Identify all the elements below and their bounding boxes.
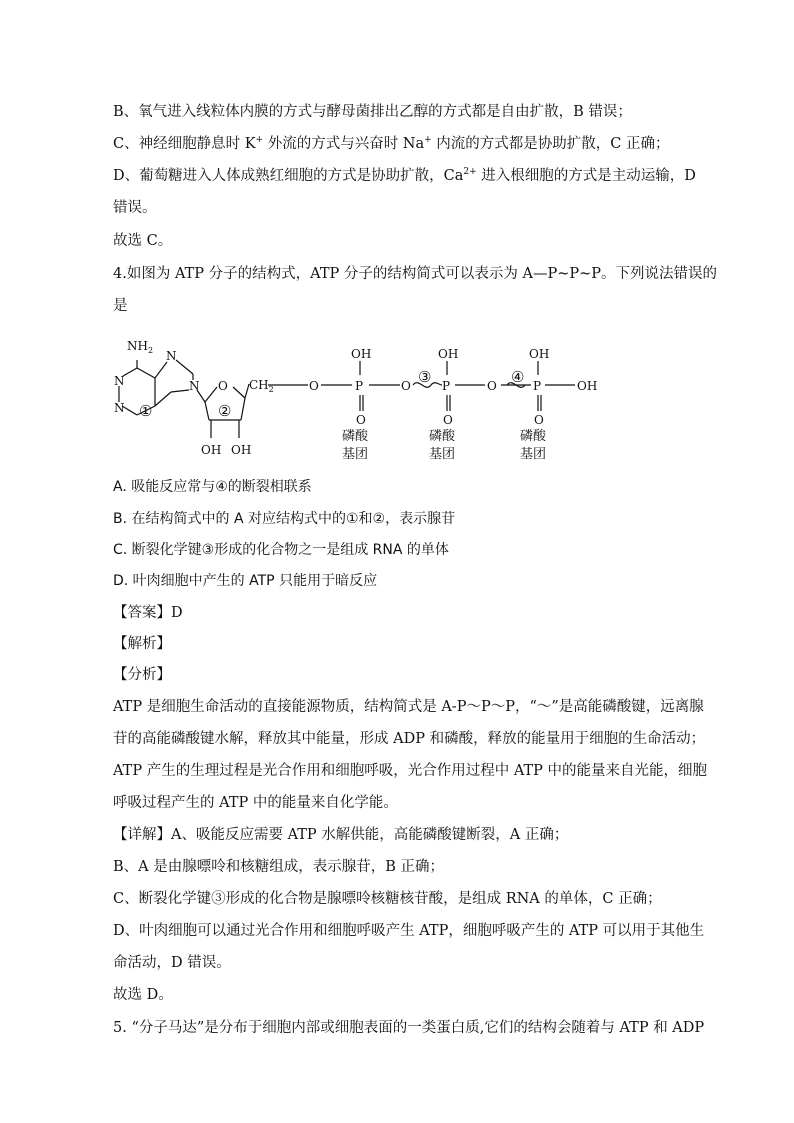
ribose-oh-2: OH bbox=[201, 443, 222, 457]
ch2-label: $CH_2$ bbox=[249, 378, 274, 394]
ribose-oxygen: O bbox=[218, 379, 228, 393]
label-circle-4: ④ bbox=[511, 368, 525, 386]
analysis-label: 【解析】 bbox=[113, 636, 171, 652]
fenxi-line4: 呼吸过程产生的 ATP 中的能量来自化学能。 bbox=[113, 795, 398, 811]
question-4-stem-line2: 是 bbox=[113, 298, 128, 314]
phosphorus-alpha: P bbox=[355, 379, 364, 393]
label-circle-1: ① bbox=[139, 402, 153, 420]
fenxi-line1: ATP 是细胞生命活动的直接能源物质，结构简式是 A-P～P～P，“～”是高能磷酸键，远离腺 bbox=[113, 699, 704, 715]
option-d-explanation-line2: 错误。 bbox=[113, 200, 157, 216]
ester-oxygen: O bbox=[309, 379, 319, 393]
phosphate-group-label-1-line1: 磷酸 bbox=[342, 429, 369, 444]
question-5-stem: 5. “分子马达”是分布于细胞内部或细胞表面的一类蛋白质,它们的结构会随着与 ATP 和 ADP bbox=[113, 1020, 705, 1036]
answer-line: 【答案】D bbox=[113, 605, 183, 621]
label-circle-3: ③ bbox=[418, 368, 432, 386]
option-a: A. 吸能反应常与④的断裂相联系 bbox=[113, 479, 312, 495]
option-b: B. 在结构简式中的 A 对应结构式中的①和②，表示腺苷 bbox=[113, 511, 456, 527]
alpha-double-o: O bbox=[356, 413, 366, 427]
detail-d-line2: 命活动，D 错误。 bbox=[113, 955, 231, 971]
n-atom-9: N bbox=[189, 379, 200, 393]
option-b-explanation: B、氧气进入线粒体内膜的方式与酵母菌排出乙醇的方式都是自由扩散，B 错误； bbox=[113, 104, 632, 120]
gamma-oh-right: OH bbox=[577, 379, 598, 393]
n-atom-7: N bbox=[166, 349, 177, 363]
n-atom-1: N bbox=[114, 374, 125, 388]
phosphorus-gamma: P bbox=[533, 379, 542, 393]
bridge-oxygen-2: O bbox=[487, 379, 497, 393]
fenxi-line2: 苷的高能磷酸键水解，释放其中能量，形成 ADP 和磷酸，释放的能量用于细胞的生命活动； bbox=[113, 731, 706, 747]
phosphorus-beta: P bbox=[442, 379, 451, 393]
fenxi-line3: ATP 产生的生理过程是光合作用和细胞呼吸，光合作用过程中 ATP 中的能量来自光能，细胞 bbox=[113, 763, 708, 779]
phosphate-group-label-1-line2: 基团 bbox=[342, 447, 369, 462]
bridge-oxygen-1: O bbox=[401, 379, 411, 393]
alpha-oh: OH bbox=[351, 347, 372, 361]
detail-c: C、断裂化学键③形成的化合物是腺嘌呤核糖核苷酸，是组成 RNA 的单体，C 正确； bbox=[113, 891, 662, 907]
beta-double-o: O bbox=[443, 413, 453, 427]
fenxi-label: 【分析】 bbox=[113, 667, 171, 683]
phosphate-group-label-2-line2: 基团 bbox=[429, 447, 456, 462]
detail-a: 【详解】A、吸能反应需要 ATP 水解供能，高能磷酸键断裂，A 正确； bbox=[113, 827, 569, 843]
option-c: C. 断裂化学键③形成的化合物之一是组成 RNA 的单体 bbox=[113, 542, 449, 558]
phosphate-group-label-2-line1: 磷酸 bbox=[429, 429, 456, 444]
option-d-explanation-line1: D、葡萄糖进入人体成熟红细胞的方式是协助扩散，$Ca^{2+}$ 进入根细胞的方式是主动运输，D bbox=[113, 167, 696, 184]
phosphate-group-label-3-line1: 磷酸 bbox=[520, 429, 547, 444]
gamma-double-o: O bbox=[534, 413, 544, 427]
select-d: 故选 D。 bbox=[113, 987, 173, 1003]
atp-structure-diagram bbox=[105, 330, 625, 465]
select-c: 故选 C。 bbox=[113, 233, 173, 249]
nh2-label: $NH_2$ bbox=[127, 339, 154, 355]
beta-oh: OH bbox=[438, 347, 459, 361]
label-circle-2: ② bbox=[218, 402, 232, 420]
n-atom-3: N bbox=[114, 401, 125, 415]
ribose-oh-3: OH bbox=[231, 443, 252, 457]
option-d: D. 叶肉细胞中产生的 ATP 只能用于暗反应 bbox=[113, 573, 378, 589]
option-c-explanation: C、神经细胞静息时 K+ 外流的方式与兴奋时 Na+ 内流的方式都是协助扩散，C 正确； bbox=[113, 135, 670, 152]
detail-d-line1: D、叶肉细胞可以通过光合作用和细胞呼吸产生 ATP，细胞呼吸产生的 ATP 可以用于其他生 bbox=[113, 923, 705, 939]
detail-b: B、A 是由腺嘌呤和核糖组成，表示腺苷，B 正确； bbox=[113, 859, 444, 875]
gamma-oh-top: OH bbox=[529, 347, 550, 361]
question-4-stem-line1: 4.如图为 ATP 分子的结构式，ATP 分子的结构简式可以表示为 A—P~P~P。下列说法错误的 bbox=[113, 266, 718, 282]
phosphate-group-label-3-line2: 基团 bbox=[520, 447, 547, 462]
